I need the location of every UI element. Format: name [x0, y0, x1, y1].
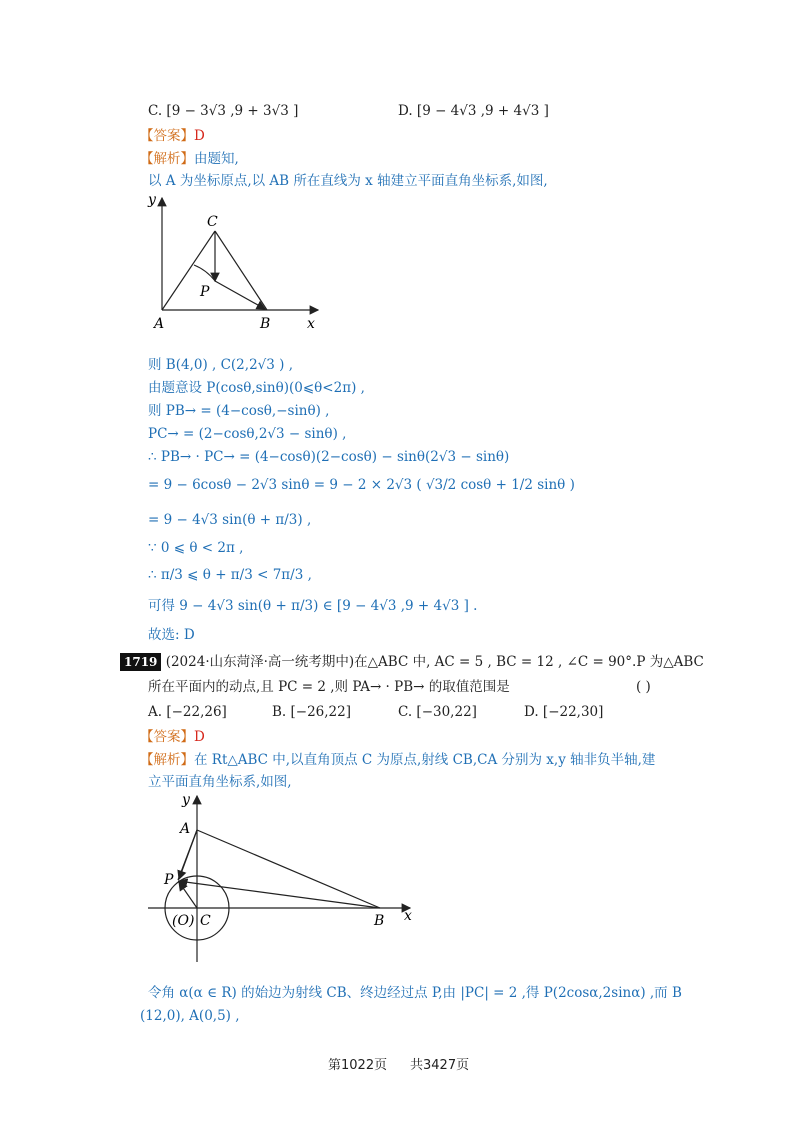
- analysis-tag: 【解析】: [140, 151, 194, 167]
- label-y: y: [148, 192, 156, 208]
- analysis-text: 由题知,: [194, 151, 239, 167]
- label-a: A: [154, 316, 165, 332]
- analysis-text: 在 Rt△ABC 中,以直角顶点 C 为原点,射线 CB,CA 分别为 x,y 轴非负半轴,建: [194, 752, 656, 768]
- question-stem-2: 所在平面内的动点,且 PC = 2 ,则 PA→ · PB→ 的取值范围是: [148, 679, 510, 695]
- option-d: D. [9 − 4√3 ,9 + 4√3 ]: [398, 103, 549, 119]
- label-p: P: [164, 872, 174, 888]
- label-c: C: [200, 913, 211, 929]
- label-b: B: [260, 316, 271, 332]
- analysis-line-2: [140, 750, 655, 770]
- analysis-line: PC→ = (2−cosθ,2√3 − sinθ) ,: [148, 426, 347, 442]
- label-y: y: [182, 792, 190, 808]
- circle-figure: [142, 790, 422, 965]
- option-a: A. [−22,26]: [148, 704, 227, 720]
- analysis-line: 令角 α(α ∈ R) 的始边为射线 CB、终边经过点 P,由 |PC| = 2 ,得 P(2cosα,2sinα) ,而 B: [148, 985, 682, 1001]
- analysis-line-1: [140, 149, 239, 169]
- analysis-tag: 【解析】: [140, 752, 194, 768]
- answer-tag: 【答案】: [140, 729, 194, 745]
- analysis-line: 立平面直角坐标系,如图,: [148, 774, 292, 790]
- label-o: (O): [172, 913, 195, 929]
- answer-line-2: [140, 727, 205, 747]
- analysis-line: = 9 − 4√3 sin(θ + π/3) ,: [148, 512, 312, 528]
- option-d: D. [−22,30]: [524, 704, 604, 720]
- analysis-line: 则 PB→ = (4−cosθ,−sinθ) ,: [148, 403, 330, 419]
- option-c: C. [−30,22]: [398, 704, 477, 720]
- vector-cp: [179, 882, 197, 908]
- answer-value: D: [194, 128, 205, 144]
- triangle-figure: [140, 188, 340, 333]
- label-a: A: [180, 821, 191, 837]
- answer-line-1: [140, 126, 205, 146]
- analysis-line: (12,0), A(0,5) ,: [140, 1008, 240, 1024]
- unit-arc: [194, 265, 215, 281]
- label-b: B: [374, 913, 385, 929]
- label-x: x: [404, 908, 412, 924]
- question-stem-1: [120, 652, 704, 672]
- option-b: B. [−26,22]: [272, 704, 351, 720]
- analysis-line: 以 A 为坐标原点,以 AB 所在直线为 x 轴建立平面直角坐标系,如图,: [148, 173, 548, 189]
- analysis-line: 故选: D: [148, 627, 195, 643]
- label-x: x: [307, 316, 315, 332]
- analysis-line: = 9 − 6cosθ − 2√3 sinθ = 9 − 2 × 2√3 ( √3/2 cosθ + 1/2 sinθ ): [148, 477, 575, 493]
- answer-paren: ( ): [636, 679, 651, 695]
- question-number: 1719: [120, 653, 161, 671]
- analysis-line: 由题意设 P(cosθ,sinθ)(0⩽θ<2π) ,: [148, 380, 365, 396]
- answer-tag: 【答案】: [140, 128, 194, 144]
- answer-value: D: [194, 729, 205, 745]
- page-number: 第1022页: [328, 1058, 388, 1073]
- question-stem-text: (2024·山东菏泽·高一统考期中)在△ABC 中, AC = 5 , BC = 12 , ∠C = 90°.P 为△ABC: [165, 654, 704, 670]
- analysis-line: ∴ PB→ · PC→ = (4−cosθ)(2−cosθ) − sinθ(2√3 − sinθ): [148, 449, 510, 465]
- label-p: P: [200, 284, 210, 300]
- analysis-line: ∵ 0 ⩽ θ < 2π ,: [148, 540, 244, 556]
- analysis-line: ∴ π/3 ⩽ θ + π/3 < 7π/3 ,: [148, 567, 312, 583]
- label-c: C: [207, 214, 218, 230]
- page-total: 共3427页: [410, 1058, 470, 1073]
- vector-pa: [179, 830, 197, 879]
- analysis-line: 可得 9 − 4√3 sin(θ + π/3) ∈ [9 − 4√3 ,9 + 4√3 ] .: [148, 598, 478, 614]
- option-c: C. [9 − 3√3 ,9 + 3√3 ]: [148, 103, 299, 119]
- analysis-line: 则 B(4,0) , C(2,2√3 ) ,: [148, 357, 293, 373]
- side-cb: [215, 231, 267, 310]
